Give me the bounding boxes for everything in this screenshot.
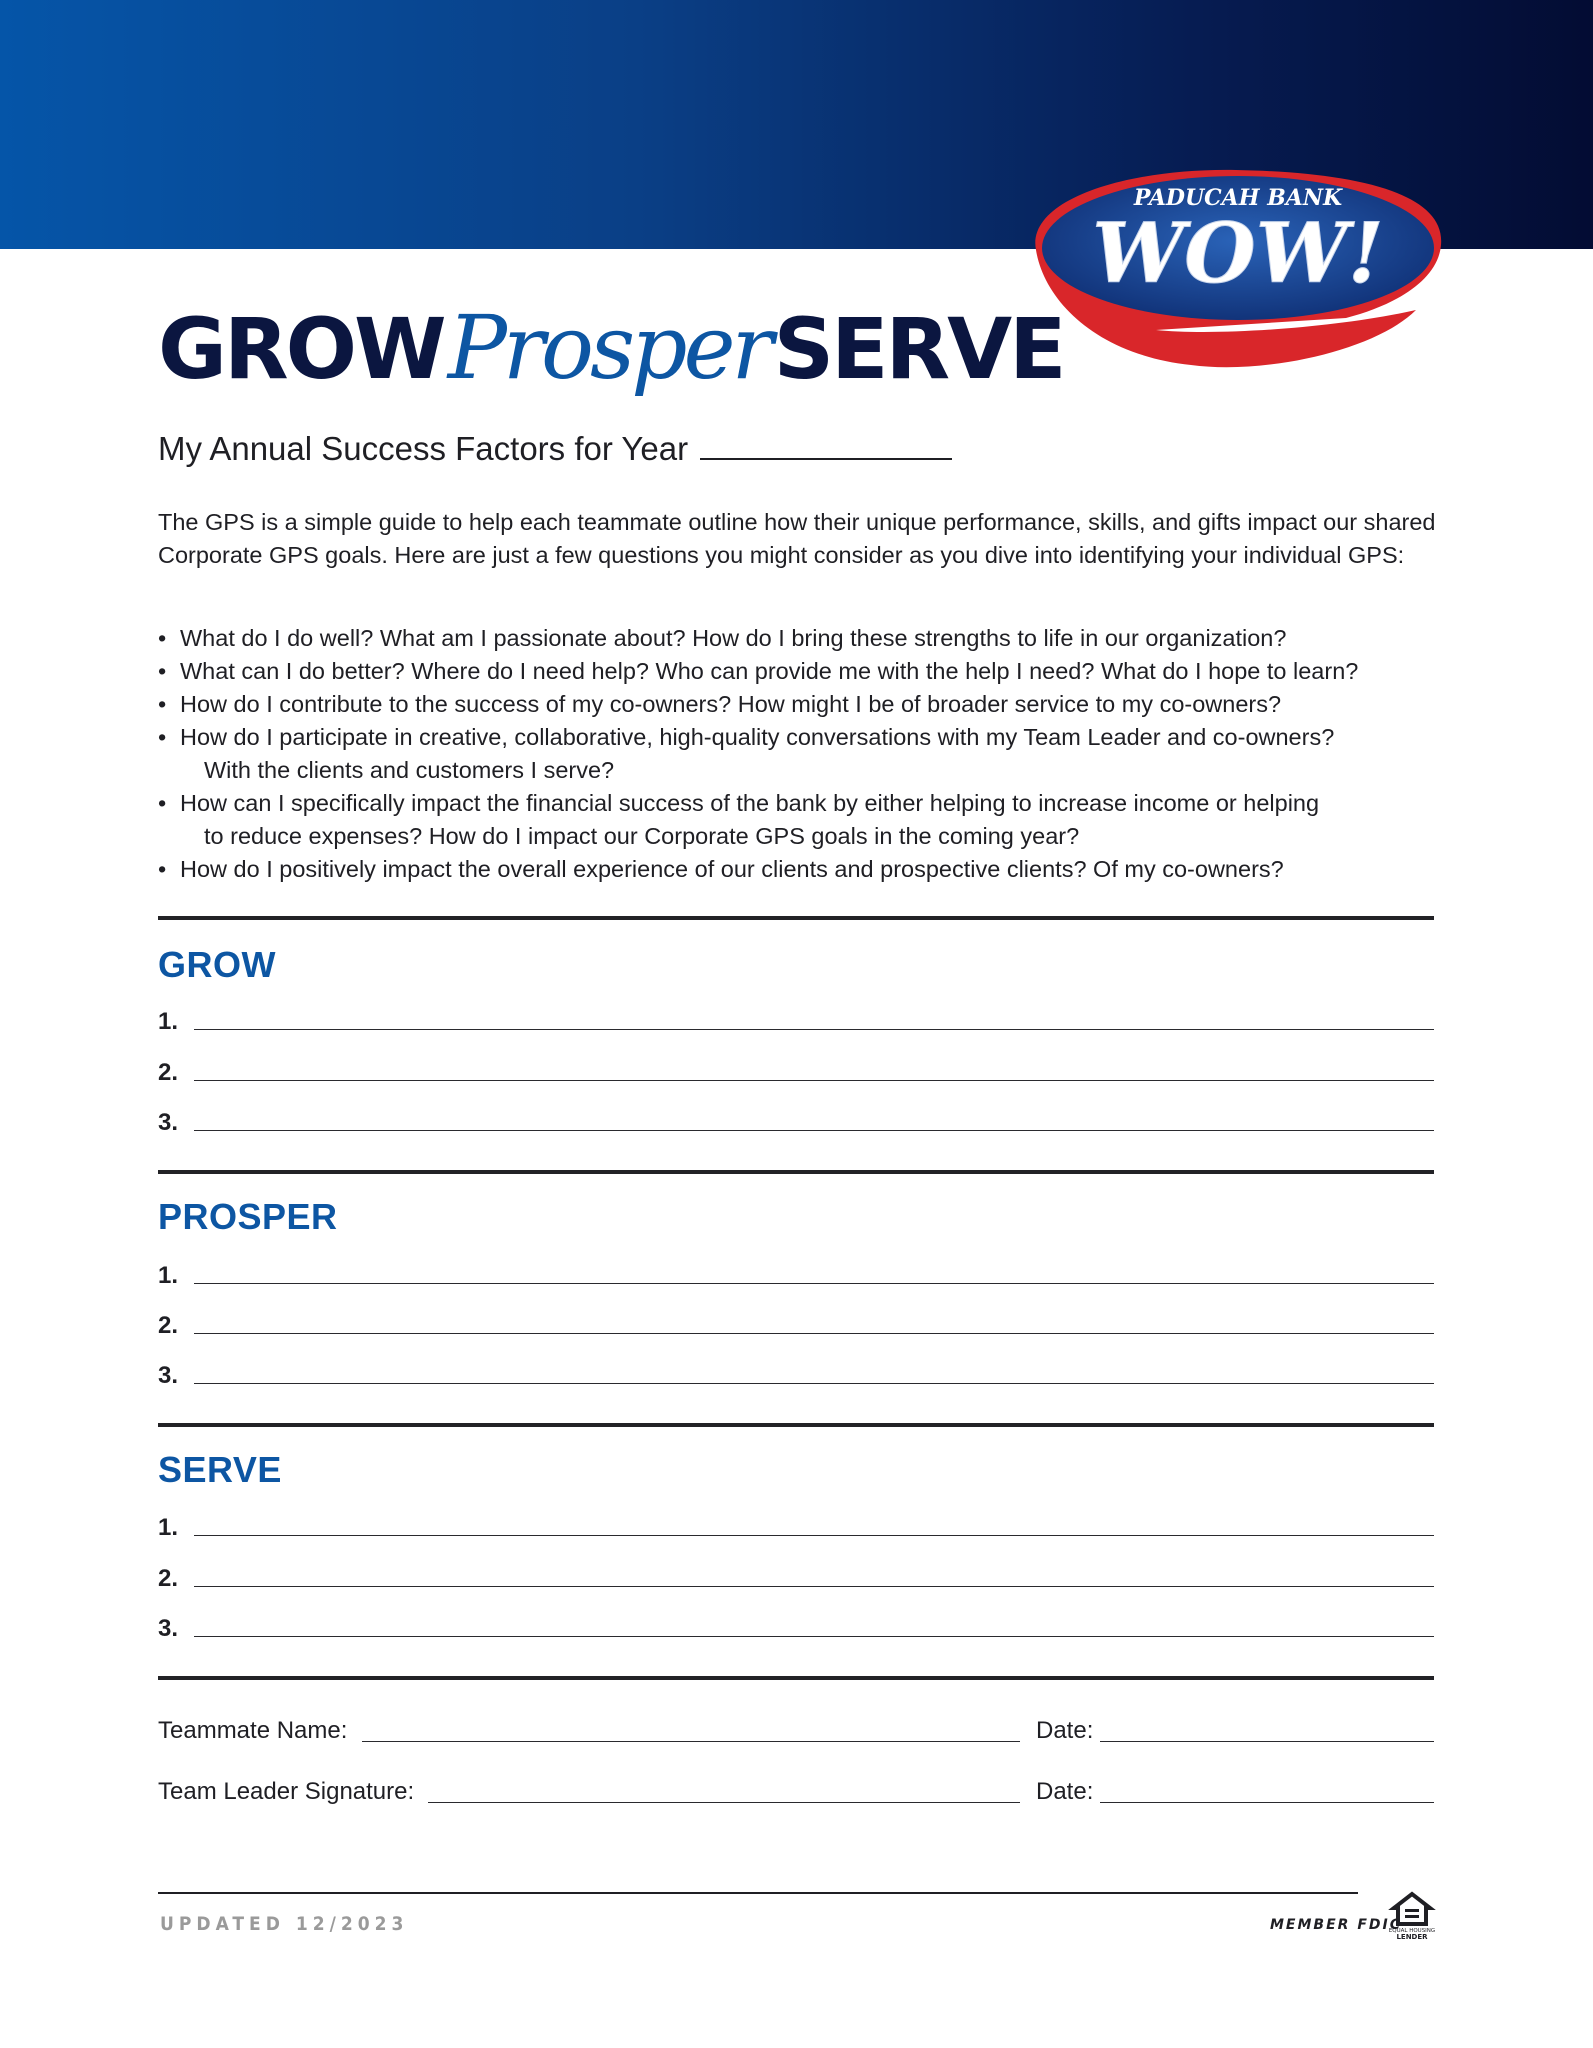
bullet-icon: • bbox=[158, 658, 167, 684]
prosper-goal-3-line[interactable] bbox=[194, 1383, 1434, 1384]
section-heading-grow: GROW bbox=[158, 944, 276, 985]
prosper-goal-2-line[interactable] bbox=[194, 1333, 1434, 1334]
bullet-icon: • bbox=[158, 790, 167, 816]
item-number: 1. bbox=[158, 1008, 179, 1035]
section-heading-serve: SERVE bbox=[158, 1449, 282, 1490]
teammate-date-field[interactable] bbox=[1100, 1741, 1434, 1742]
serve-goal-2-line[interactable] bbox=[194, 1586, 1434, 1587]
page-title bbox=[158, 298, 1064, 398]
question-text-continued: to reduce expenses? How do I impact our Corporate GPS goals in the coming year? bbox=[204, 823, 1080, 849]
serve-goal-1-line[interactable] bbox=[194, 1535, 1434, 1536]
serve-goal-3-line[interactable] bbox=[194, 1636, 1434, 1637]
list-item bbox=[158, 721, 1478, 787]
question-text: How do I contribute to the success of my co-owners? How might I be of broader service to my co-owners? bbox=[180, 691, 1282, 717]
list-item bbox=[158, 688, 1478, 721]
subtitle-text: My Annual Success Factors for Year bbox=[158, 430, 689, 467]
equal-housing-text: EQUAL HOUSING bbox=[1388, 1928, 1436, 1934]
bullet-icon: • bbox=[158, 856, 167, 882]
question-list bbox=[158, 622, 1478, 886]
grow-goal-1-line[interactable] bbox=[194, 1029, 1434, 1030]
item-number: 3. bbox=[158, 1362, 179, 1389]
question-text: How can I specifically impact the financial success of the bank by either helping to increase income or helping bbox=[180, 790, 1320, 816]
date-label: Date: bbox=[1036, 1778, 1094, 1805]
logo-main-text: WOW! bbox=[1092, 206, 1384, 302]
item-number: 3. bbox=[158, 1615, 179, 1642]
title-prosper: Prosper bbox=[447, 296, 770, 399]
list-item bbox=[158, 853, 1478, 886]
paducah-bank-wow-logo bbox=[1016, 160, 1466, 400]
item-number: 1. bbox=[158, 1262, 179, 1289]
intro-paragraph: The GPS is a simple guide to help each teammate outline how their unique performance, skills, and gifts impact our shared Corporate GPS goals. Here are just a few questions you might consider as you dive into identifying your individual GPS: bbox=[158, 509, 1436, 568]
grow-goal-2-line[interactable] bbox=[194, 1080, 1434, 1081]
team-leader-date-field[interactable] bbox=[1100, 1802, 1434, 1803]
team-leader-signature-field[interactable] bbox=[428, 1802, 1020, 1803]
section-divider bbox=[158, 916, 1434, 920]
member-fdic: MEMBER FDIC bbox=[1270, 1917, 1402, 1933]
updated-date: UPDATED 12/2023 bbox=[160, 1913, 409, 1935]
bullet-icon: • bbox=[158, 625, 167, 651]
title-grow: GROW bbox=[158, 300, 444, 398]
date-label: Date: bbox=[1036, 1717, 1094, 1744]
grow-goal-3-line[interactable] bbox=[194, 1130, 1434, 1131]
section-divider bbox=[158, 1676, 1434, 1680]
team-leader-signature-label: Team Leader Signature: bbox=[158, 1778, 415, 1805]
prosper-goal-1-line[interactable] bbox=[194, 1283, 1434, 1284]
item-number: 1. bbox=[158, 1514, 179, 1541]
section-divider bbox=[158, 1423, 1434, 1427]
question-text: What do I do well? What am I passionate about? How do I bring these strengths to life in our organization? bbox=[180, 625, 1287, 651]
item-number: 2. bbox=[158, 1059, 179, 1086]
question-text-continued: With the clients and customers I serve? bbox=[204, 757, 615, 783]
lender-text: LENDER bbox=[1396, 1933, 1428, 1940]
list-item bbox=[158, 655, 1478, 688]
logo-top-text: PADUCAH BANK bbox=[1133, 185, 1343, 211]
question-text: How do I participate in creative, collaborative, high-quality conversations with my Team Leader and co-owners? bbox=[180, 724, 1335, 750]
title-serve: SERVE bbox=[773, 300, 1064, 398]
question-text: How do I positively impact the overall experience of our clients and prospective clients? Of my co-owners? bbox=[180, 856, 1284, 882]
year-input-line[interactable] bbox=[700, 430, 952, 460]
bullet-icon: • bbox=[158, 691, 167, 717]
item-number: 2. bbox=[158, 1565, 179, 1592]
list-item bbox=[158, 622, 1478, 655]
item-number: 2. bbox=[158, 1312, 179, 1339]
question-text: What can I do better? Where do I need help? Who can provide me with the help I need? What do I hope to learn? bbox=[180, 658, 1359, 684]
item-number: 3. bbox=[158, 1109, 179, 1136]
teammate-name-label: Teammate Name: bbox=[158, 1717, 348, 1744]
list-item bbox=[158, 787, 1478, 853]
bullet-icon: • bbox=[158, 724, 167, 750]
equal-housing-lender-icon bbox=[1388, 1888, 1436, 1940]
teammate-name-field[interactable] bbox=[362, 1741, 1020, 1742]
section-heading-prosper: PROSPER bbox=[158, 1196, 338, 1237]
footer-divider bbox=[158, 1892, 1358, 1894]
section-divider bbox=[158, 1170, 1434, 1174]
form-subtitle bbox=[158, 430, 952, 468]
